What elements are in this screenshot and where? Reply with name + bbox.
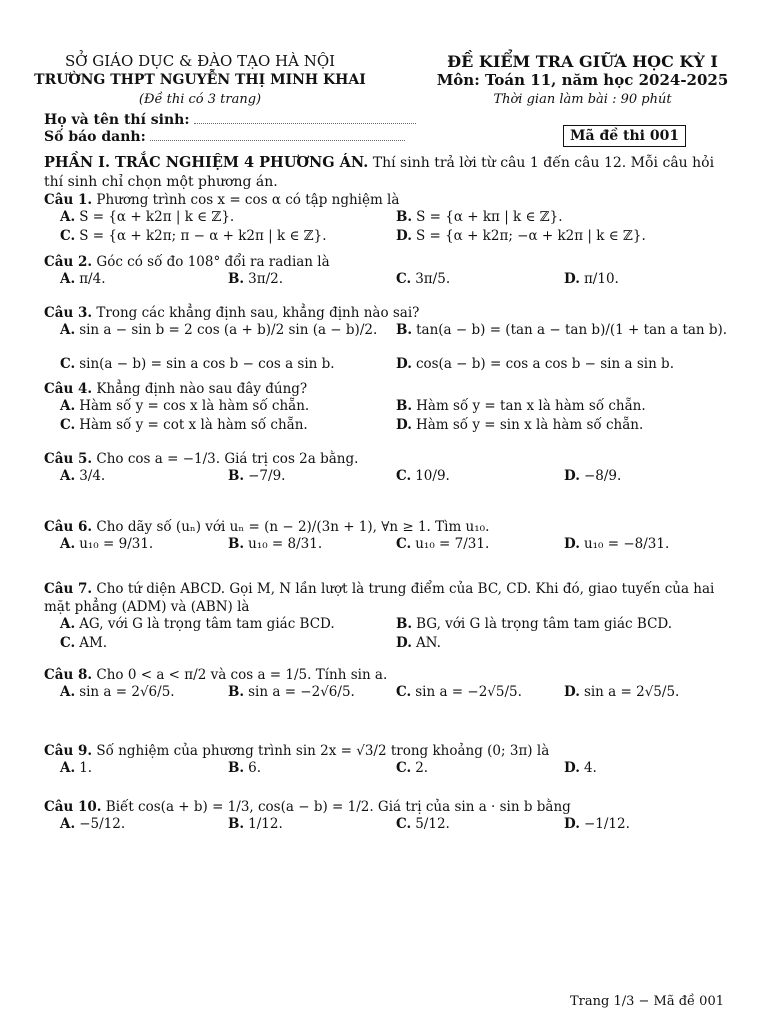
option-c[interactable]: C. 5/12. — [396, 816, 450, 832]
question-text: Số nghiệm của phương trình sin 2x = √3/2 trong khoảng (0; 3π) là — [96, 743, 550, 759]
option-c[interactable]: C. Hàm số y = cot x là hàm số chẵn. — [60, 417, 308, 433]
page-footer: Trang 1/3 − Mã đề 001 — [569, 994, 724, 1009]
question-2 — [44, 253, 734, 297]
question-8 — [44, 666, 734, 724]
option-b[interactable]: B. tan(a − b) = (tan a − tan b)/(1 + tan a tan b). — [396, 322, 728, 338]
question-label: Câu 4. — [44, 381, 93, 397]
question-9 — [44, 742, 734, 784]
option-b[interactable]: B. u₁₀ = 8/31. — [228, 536, 323, 552]
part1-title: PHẦN I. TRẮC NGHIỆM 4 PHƯƠNG ÁN. — [44, 154, 369, 171]
candidate-id-blank — [150, 128, 405, 141]
question-text: Cho tứ diện ABCD. Gọi M, N lần lượt là trung điểm của BC, CD. Khi đó, giao tuyến của hai mặt phẳng (ADM) và (ABN) là — [44, 581, 715, 615]
option-d[interactable]: D. −1/12. — [564, 816, 630, 832]
option-a[interactable]: A. sin a − sin b = 2 cos (a + b)/2 sin (a − b)/2. — [60, 322, 378, 338]
option-a[interactable]: A. 3/4. — [60, 468, 106, 484]
option-c[interactable]: C. 2. — [396, 760, 429, 776]
question-3 — [44, 304, 734, 375]
question-label: Câu 9. — [44, 743, 93, 759]
question-label: Câu 7. — [44, 581, 93, 597]
school-header — [20, 52, 380, 109]
option-b[interactable]: B. 6. — [228, 760, 262, 776]
question-text: Góc có số đo 108° đổi ra radian là — [96, 254, 330, 270]
candidate-name-blank — [194, 111, 416, 124]
option-a[interactable]: A. π/4. — [60, 271, 106, 287]
option-a[interactable]: A. u₁₀ = 9/31. — [60, 536, 154, 552]
option-c[interactable]: C. S = {α + k2π; π − α + k2π | k ∈ ℤ}. — [60, 228, 327, 244]
pages-note: (Đề thi có 3 trang) — [138, 92, 262, 107]
option-d[interactable]: D. π/10. — [564, 271, 619, 287]
question-label: Câu 3. — [44, 305, 93, 321]
exam-code-box: Mã đề thi 001 — [563, 125, 686, 147]
option-c[interactable]: C. 3π/5. — [396, 271, 451, 287]
question-text: Phương trình cos x = cos α có tập nghiệm là — [96, 192, 400, 208]
option-b[interactable]: B. sin a = −2√6/5. — [228, 684, 355, 700]
question-6 — [44, 518, 734, 574]
option-b[interactable]: B. 3π/2. — [228, 271, 284, 287]
option-d[interactable]: D. 4. — [564, 760, 597, 776]
department-name: SỞ GIÁO DỤC & ĐÀO TẠO HÀ NỘI — [64, 52, 336, 70]
question-text: Cho 0 < a < π/2 và cos a = 1/5. Tính sin a. — [96, 667, 388, 683]
question-label: Câu 1. — [44, 192, 93, 208]
candidate-id-row — [44, 128, 405, 145]
option-b[interactable]: B. 1/12. — [228, 816, 283, 832]
question-text: Cho cos a = −1/3. Giá trị cos 2a bằng. — [96, 451, 359, 467]
question-label: Câu 8. — [44, 667, 93, 683]
option-d[interactable]: D. AN. — [396, 635, 441, 651]
option-c[interactable]: C. sin a = −2√5/5. — [396, 684, 522, 700]
question-label: Câu 5. — [44, 451, 93, 467]
option-d[interactable]: D. S = {α + k2π; −α + k2π | k ∈ ℤ}. — [396, 228, 646, 244]
candidate-id-label: Số báo danh: — [44, 129, 146, 145]
option-d[interactable]: D. u₁₀ = −8/31. — [564, 536, 670, 552]
question-10 — [44, 798, 734, 856]
question-label: Câu 6. — [44, 519, 93, 535]
option-a[interactable]: A. AG, với G là trọng tâm tam giác BCD. — [60, 616, 335, 632]
option-b[interactable]: B. S = {α + kπ | k ∈ ℤ}. — [396, 209, 563, 225]
option-d[interactable]: D. cos(a − b) = cos a cos b − sin a sin b. — [396, 356, 674, 372]
option-c[interactable]: C. sin(a − b) = sin a cos b − cos a sin b. — [60, 356, 335, 372]
option-b[interactable]: B. −7/9. — [228, 468, 286, 484]
option-a[interactable]: A. sin a = 2√6/5. — [60, 684, 175, 700]
question-text: Trong các khẳng định sau, khẳng định nào sai? — [96, 305, 420, 321]
exam-title: ĐỀ KIỂM TRA GIỮA HỌC KỲ I — [447, 52, 718, 71]
exam-duration: Thời gian làm bài : 90 phút — [493, 92, 672, 107]
part1-instruction: Thí sinh trả lời từ câu 1 đến câu 12. Mỗi câu hỏi thí sinh chỉ chọn một phương án. — [44, 155, 715, 190]
option-b[interactable]: B. BG, với G là trọng tâm tam giác BCD. — [396, 616, 673, 632]
option-c[interactable]: C. AM. — [60, 635, 108, 651]
option-a[interactable]: A. 1. — [60, 760, 93, 776]
option-a[interactable]: A. S = {α + k2π | k ∈ ℤ}. — [60, 209, 235, 225]
question-1 — [44, 191, 734, 247]
option-d[interactable]: D. −8/9. — [564, 468, 622, 484]
option-a[interactable]: A. −5/12. — [60, 816, 126, 832]
question-text: Khẳng định nào sau đây đúng? — [96, 381, 308, 397]
exam-subject: Môn: Toán 11, năm học 2024-2025 — [436, 71, 729, 89]
question-7 — [44, 580, 734, 654]
option-b[interactable]: B. Hàm số y = tan x là hàm số chẵn. — [396, 398, 646, 414]
option-a[interactable]: A. Hàm số y = cos x là hàm số chẵn. — [60, 398, 310, 414]
question-label: Câu 10. — [44, 799, 102, 815]
part1-heading — [44, 153, 728, 192]
question-text: Biết cos(a + b) = 1/3, cos(a − b) = 1/2. Giá trị của sin a · sin b bằng — [105, 799, 571, 815]
option-c[interactable]: C. 10/9. — [396, 468, 450, 484]
question-label: Câu 2. — [44, 254, 93, 270]
option-d[interactable]: D. sin a = 2√5/5. — [564, 684, 680, 700]
candidate-name-label: Họ và tên thí sinh: — [44, 112, 190, 128]
question-text: Cho dãy số (uₙ) với uₙ = (n − 2)/(3n + 1), ∀n ≥ 1. Tìm u₁₀. — [96, 519, 490, 535]
question-5 — [44, 450, 734, 506]
candidate-name-row — [44, 111, 416, 128]
question-4 — [44, 380, 734, 436]
option-c[interactable]: C. u₁₀ = 7/31. — [396, 536, 490, 552]
option-d[interactable]: D. Hàm số y = sin x là hàm số chẵn. — [396, 417, 644, 433]
school-name: TRƯỜNG THPT NGUYỄN THỊ MINH KHAI — [34, 72, 366, 88]
exam-header — [420, 52, 745, 109]
